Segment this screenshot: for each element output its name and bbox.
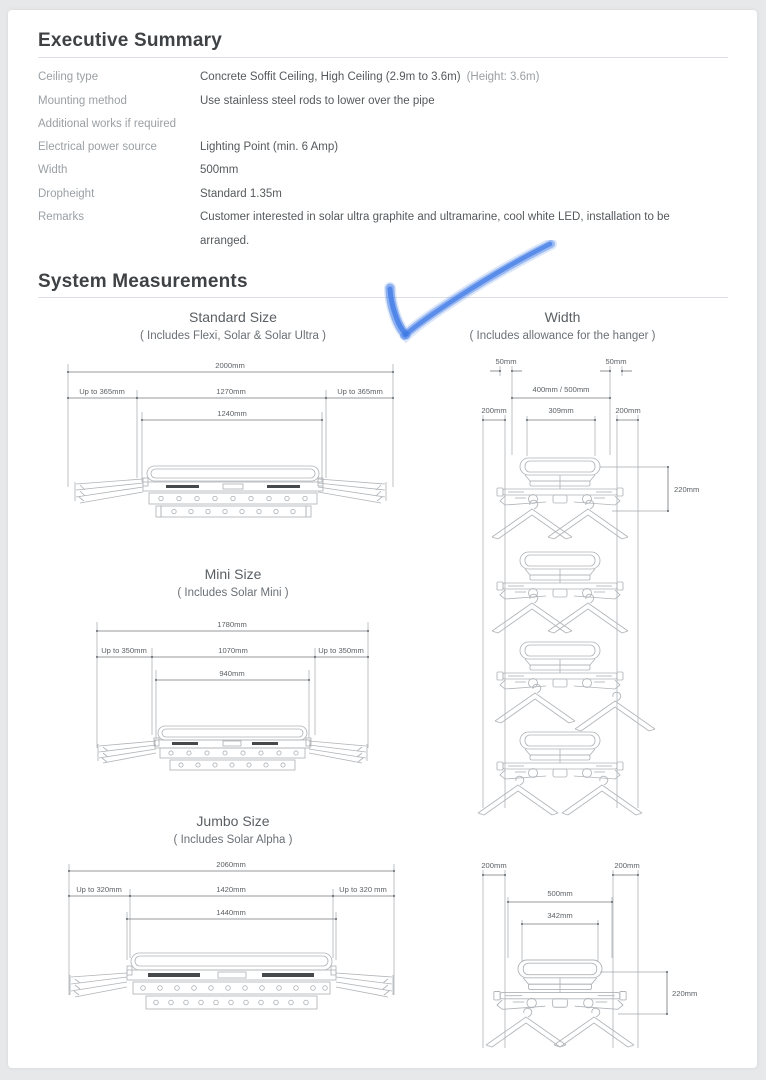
dim-mini-ext-left: Up to 350mm [101, 646, 147, 655]
dim-mini-body: 1070mm [218, 646, 248, 655]
mini-size-title: Mini Size [204, 566, 262, 582]
dim-mini-inner: 940mm [219, 669, 245, 678]
row-label: Electrical power source [38, 140, 157, 153]
heading-rule [38, 297, 728, 298]
dim-width-gap-right: 50mm [605, 357, 627, 366]
dim-standard-ext-left: Up to 365mm [79, 387, 125, 396]
dim-standard-body: 1270mm [216, 387, 246, 396]
dim-wjumbo-clearance-left: 200mm [481, 861, 507, 870]
dim-width-clearance-right: 200mm [615, 406, 641, 415]
row-label: Dropheight [38, 187, 95, 200]
jumbo-size-subtitle: ( Includes Solar Alpha ) [173, 834, 293, 846]
row-value: Lighting Point (min. 6 Amp) [200, 140, 339, 153]
row-value: Customer interested in solar ultra graphite and ultramarine, cool white LED, installation to be arranged. [200, 211, 670, 247]
summary-row [38, 90, 730, 114]
width-title: Width [544, 309, 581, 325]
row-note: (Height: 3.6m) [466, 71, 540, 83]
row-value: Use stainless steel rods to lower over the pipe [200, 94, 435, 107]
row-label: Ceiling type [38, 71, 99, 83]
standard-size-title: Standard Size [189, 309, 277, 325]
dim-jumbo-body: 1420mm [216, 885, 246, 894]
dim-jumbo-overall: 2060mm [216, 860, 246, 869]
dim-width-body: 309mm [548, 406, 574, 415]
dim-jumbo-inner: 1440mm [216, 908, 246, 917]
row-label: Remarks [38, 211, 85, 224]
executive-summary-heading: Executive Summary [38, 30, 222, 51]
summary-row [38, 206, 730, 253]
dim-wjumbo-body: 342mm [547, 911, 573, 920]
dim-width-gap-left: 50mm [495, 357, 517, 366]
dim-wjumbo-span: 500mm [547, 889, 573, 898]
dim-wjumbo-clearance-right: 200mm [614, 861, 640, 870]
dim-wjumbo-height: 220mm [672, 989, 698, 998]
row-value: Concrete Soffit Ceiling, High Ceiling (2.9m to 3.6m) [200, 71, 461, 83]
standard-size-subtitle: ( Includes Flexi, Solar & Solar Ultra ) [140, 330, 326, 342]
summary-row [38, 159, 730, 183]
executive-summary-table [38, 66, 730, 253]
dim-standard-inner: 1240mm [217, 409, 247, 418]
dim-standard-overall: 2000mm [215, 361, 245, 370]
summary-row [38, 66, 730, 90]
row-label: Mounting method [38, 94, 127, 107]
row-value: Standard 1.35m [200, 187, 282, 200]
dim-width-span: 400mm / 500mm [532, 385, 590, 394]
row-label: Additional works if required [38, 118, 177, 130]
summary-row [38, 183, 730, 207]
dim-width-height: 220mm [674, 485, 700, 494]
width-subtitle: ( Includes allowance for the hanger ) [469, 330, 656, 342]
heading-rule [38, 57, 728, 58]
jumbo-size-title: Jumbo Size [196, 813, 270, 829]
row-label: Width [38, 164, 68, 177]
mini-size-subtitle: ( Includes Solar Mini ) [177, 587, 289, 599]
dim-mini-ext-right: Up to 350mm [318, 646, 364, 655]
dim-jumbo-ext-left: Up to 320mm [76, 885, 122, 894]
dim-width-clearance-left: 200mm [481, 406, 507, 415]
dim-mini-overall: 1780mm [217, 620, 247, 629]
summary-row [38, 136, 730, 160]
dim-standard-ext-right: Up to 365mm [337, 387, 383, 396]
summary-row [38, 113, 730, 136]
dim-jumbo-ext-right: Up to 320 mm [339, 885, 387, 894]
system-measurements-heading: System Measurements [38, 271, 248, 292]
row-value: 500mm [200, 164, 239, 177]
